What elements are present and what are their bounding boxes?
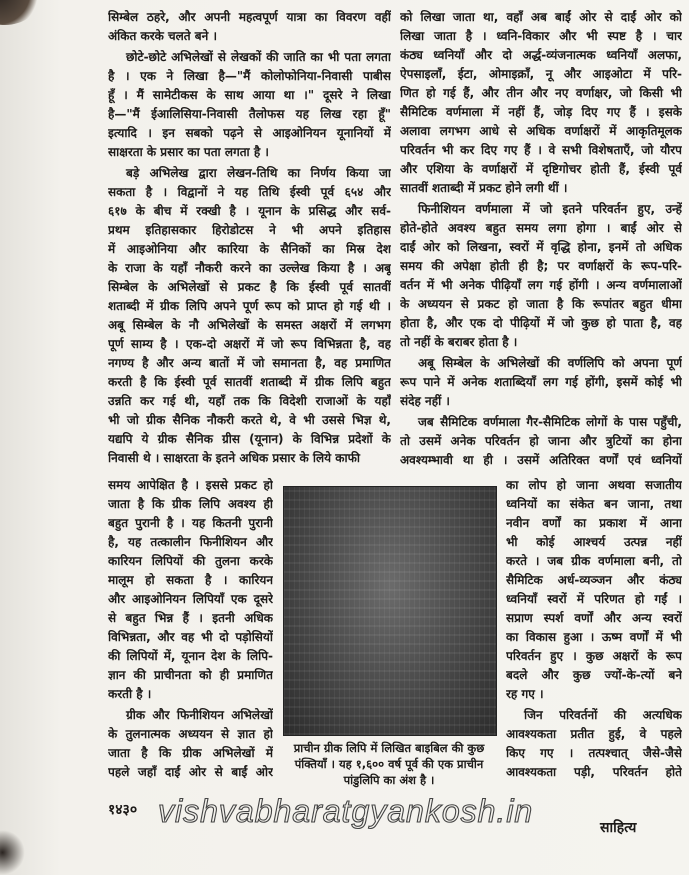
text-line: सकता है । विद्वानों ने यह तिथि ईस्वी पूर्व ६५४ और xyxy=(108,185,391,199)
text-line: मालूम हो सकता है । कारियन xyxy=(108,573,273,587)
caption-line: प्राचीन ग्रीक लिपि में लिखित बाइबिल की कुछ xyxy=(293,741,485,755)
text-line: में आइओनिया और कारिया के सैनिकों का मिस्र देश xyxy=(108,242,391,256)
text-line: और एशिया के वर्णाक्षरों में दृष्टिगोचर होती हैं, ईस्वी पूर्व xyxy=(400,162,682,176)
text-line: ध्वनियाँ स्वरों में परिणत हो गईं । xyxy=(506,592,682,606)
text-line: सैमिटिक अर्ध-व्यञ्जन और कंठ्य xyxy=(506,573,682,587)
text-line: भी कोई आश्चर्य उत्पन्न नहीं xyxy=(506,535,682,549)
page-number: १४३० xyxy=(108,802,138,818)
text-line: के राजा के यहाँ नौकरी करने का उल्लेख किया है । अबू xyxy=(108,261,391,275)
text-line: है । एक ने लिखा है—"मैं कोलोफोनिया-निवासी पाबीस xyxy=(108,69,391,83)
text-line: परिवर्तन हुए । कुछ अक्षरों के रूप xyxy=(506,649,682,663)
text-line: अंकित करके चलते बने । xyxy=(108,29,218,43)
text-line: समय की अपेक्षा होती ही है; पर वर्णाक्षरों के रूप-परि- xyxy=(400,259,682,273)
text-line: छोटे-छोटे अभिलेखों से लेखकों की जाति का भी पता लगता xyxy=(126,50,391,64)
text-line: ग्रीक और फिनीशियन अभिलेखों xyxy=(126,708,273,722)
text-line: है—"मैं ईआलिसिया-निवासी तैलोफस यह लिख रहा हूँ" xyxy=(108,107,391,121)
text-line: शताब्दी में ग्रीक लिपि अपने पूर्ण रूप को प्राप्त हो गई थी । xyxy=(108,299,391,313)
text-line: विभिन्नता, और वह भी दो पड़ोसियों xyxy=(108,630,273,644)
text-line: करती है । xyxy=(108,687,152,701)
text-line: निवासी थे । साक्षरता के इतने अधिक प्रसार के लिये काफी xyxy=(108,451,360,465)
text-line: उन्नति कर गई थी, यहाँ तक कि विदेशी राजाओं के यहाँ xyxy=(108,394,391,408)
text-line: बड़े अभिलेख द्वारा लेखन-तिथि का निर्णय किया जा xyxy=(126,166,391,180)
watermark: vishvabharatgyankosh.in xyxy=(158,793,534,829)
paragraph xyxy=(108,706,273,782)
text-line: जाता है कि ग्रीक लिपि अवश्य ही xyxy=(108,497,273,511)
text-line: होता है, और एक दो पीढ़ियों में जो कुछ हो पाता है, वह xyxy=(400,316,682,330)
text-line: इत्यादि । इन सबको पढ़ने से आइओनियन यूनानियों में xyxy=(108,126,391,140)
text-line: प्रथम इतिहासकार हिरोडोटस ने भी अपने इतिहास xyxy=(108,223,391,237)
text-line: और आइओनियन लिपियाँ एक दूसरे xyxy=(108,592,273,606)
text-line: रह गए । xyxy=(506,687,544,701)
text-line: पहले जहाँ दाईं ओर से बाईं ओर xyxy=(108,765,273,779)
figure-caption xyxy=(280,740,498,788)
paragraph xyxy=(108,8,391,46)
text-line: सातवीं शताब्दी में प्रकट होने लगी थीं । xyxy=(400,181,568,195)
text-line: की लिपियों में, यूनान देश के लिपि- xyxy=(108,649,273,663)
text-line: है, यह तत्कालीन फिनीशियन और xyxy=(108,535,273,549)
left-column-top xyxy=(108,8,391,470)
text-line: करती है कि ईस्वी पूर्व सातवीं शताब्दी में ग्रीक लिपि बहुत xyxy=(108,375,391,389)
text-line: नवीन वर्णों का प्रकाश में आना xyxy=(506,516,682,530)
text-line: के अध्ययन से प्रकट हो जाता है कि रूपांतर बहुत धीमा xyxy=(400,297,682,311)
text-line: समय आपेक्षित है । इससे प्रकट हो xyxy=(108,478,273,492)
text-line: का लोप हो जाना अथवा सजातीय xyxy=(506,478,682,492)
text-line: सैमिटिक वर्णमाला में नहीं हैं, जोड़ दिए गए हैं । इसके xyxy=(400,105,682,119)
text-line: यद्यपि ये ग्रीक सैनिक ग्रीस (यूनान) के विभिन्न प्रदेशों के xyxy=(108,432,391,446)
right-column-top xyxy=(400,8,682,472)
text-line: नगण्य है और अन्य बातों में जो समानता है, वह प्रमाणित xyxy=(108,356,391,370)
text-line: रूप पाने में अनेक शताब्दियाँ लग गई होंगी, इसमें कोई भी xyxy=(400,375,682,389)
text-line: अबू सिम्बेल के नौ अभिलेखों के समस्त अक्षरों में लगभग xyxy=(108,318,391,332)
text-line: भी जो ग्रीक सैनिक नौकरी करते थे, वे भी उससे भिज्ञ थे, xyxy=(108,413,391,427)
text-line: तो नहीं के बराबर होता है । xyxy=(400,335,518,349)
text-line: किए गए । तत्पश्चात् जैसे-जैसे xyxy=(506,746,682,760)
text-line: होते-होते अवश्य बहुत समय लगा होगा । बाईं ओर से xyxy=(400,221,682,235)
text-line: बहुत पुरानी है । यह कितनी पुरानी xyxy=(108,516,273,530)
book-corner-shadow xyxy=(0,830,25,875)
paragraph xyxy=(400,8,682,198)
text-line: के तुलनात्मक अध्ययन से ज्ञात हो xyxy=(108,727,273,741)
paragraph xyxy=(108,476,273,704)
paragraph xyxy=(108,164,391,468)
caption-line: पांडुलिपि का अंश है । xyxy=(343,773,435,787)
text-line: सिम्बेल ठहरे, और अपनी महत्वपूर्ण यात्रा का विवरण वहीं xyxy=(108,10,391,24)
caption-line: पंक्तियाँ । यह १,६०० वर्ष पूर्व की एक प्राचीन xyxy=(294,757,484,771)
text-line: वर्तन में भी अनेक पीढ़ियाँ लग गई होंगी । अन्य वर्णमालाओं xyxy=(400,278,682,292)
text-line: आवश्यकता पड़ी, परिवर्तन होते xyxy=(506,765,682,779)
text-line: सिम्बेल के अभिलेखों से प्रकट है कि ईस्वी पूर्व सातवीं xyxy=(108,280,391,294)
left-column-bottom xyxy=(108,476,273,784)
text-line: अबू सिम्बेल के अभिलेखों की वर्णलिपि को अपना पूर्ण xyxy=(418,356,682,370)
text-line: अलावा लगभग आधे से अधिक वर्णाक्षरों में आकृतिमूलक xyxy=(400,124,682,138)
text-line: हूँ । मैं सामेटीकस के साथ आया था ।" दूसरे ने लिखा xyxy=(108,88,391,102)
text-line: ध्वनियों का संकेत बन जाना, तथा xyxy=(506,497,682,511)
text-line: अवश्यम्भावी था ही । उसमें अतिरिक्त वर्णों एवं ध्वनियों xyxy=(400,453,682,467)
text-line: जाता है कि ग्रीक अभिलेखों में xyxy=(108,746,273,760)
paragraph xyxy=(108,48,391,162)
text-line: कंठ्य ध्वनियाँ और दो अर्द्ध-व्यंजनात्मक ध्वनियाँ अलफा, xyxy=(400,48,682,62)
text-line: बदले और कुछ ज्यों-के-त्यों बने xyxy=(506,668,682,682)
text-line: से बहुत भिन्न हैं । इतनी अधिक xyxy=(108,611,273,625)
paragraph xyxy=(506,706,682,782)
text-line: आवश्यकता प्रतीत हुई, वे पहले xyxy=(506,727,682,741)
text-line: ऐपसाइलॉं, ईटा, ओमाइक्रॉं, नू और आइओटा में परि- xyxy=(400,67,682,81)
text-line: लिखा जाता है । ध्वनि-विकार और भी स्पष्ट है । चार xyxy=(400,29,682,43)
text-line: सप्राण स्पर्श वर्णों और अन्य स्वरों xyxy=(506,611,682,625)
text-line: जिन परिवर्तनों की अत्यधिक xyxy=(524,708,682,722)
text-line: ६१७ के बीच में रक्खी है । यूनान के प्रसिद्ध और सर्व- xyxy=(108,204,391,218)
paragraph xyxy=(400,413,682,470)
text-line: फिनीशियन वर्णमाला में जो इतने परिवर्तन हुए, उन्हें xyxy=(418,202,682,216)
text-line: णित हो गई हैं, और तीन और नए वर्णाक्षर, जो किसी भी xyxy=(400,86,682,100)
greek-manuscript-image xyxy=(283,486,497,736)
paragraph xyxy=(400,354,682,411)
text-line: पूर्ण साम्य है । एक-दो अक्षरों में जो रूप विभिन्नता है, वह xyxy=(108,337,391,351)
text-line: परिवर्तन भी कर दिए गए हैं । वे सभी विशेषताएँ, जो यौरप xyxy=(400,143,682,157)
text-line: को लिखा जाता था, वहाँ अब बाईं ओर से दाईं ओर को xyxy=(400,10,682,24)
book-binding-shadow xyxy=(0,0,40,25)
text-line: कारियन लिपियों की तुलना करके xyxy=(108,554,273,568)
text-line: तो उसमें अनेक परिवर्तन हो जाना और त्रुटियों का होना xyxy=(400,434,682,448)
paragraph xyxy=(400,200,682,352)
text-line: जब सैमिटिक वर्णमाला गैर-सैमिटिक लोगों के पास पहुँची, xyxy=(418,415,682,429)
right-column-bottom xyxy=(506,476,682,784)
text-line: दाईं ओर को लिखना, स्वरों में वृद्धि होना, इनमें तो अधिक xyxy=(400,240,682,254)
text-line: ज्ञान की प्राचीनता को ही प्रमाणित xyxy=(108,668,273,682)
text-line: करते । जब ग्रीक वर्णमाला बनी, तो xyxy=(506,554,682,568)
section-name: साहित्य xyxy=(600,820,637,836)
text-line: का विकास हुआ । ऊष्म वर्णों में भी xyxy=(506,630,682,644)
text-line: संदेह नहीं । xyxy=(400,394,450,408)
paragraph xyxy=(506,476,682,704)
text-line: साक्षरता के प्रसार का पता लगता है । xyxy=(108,145,269,159)
